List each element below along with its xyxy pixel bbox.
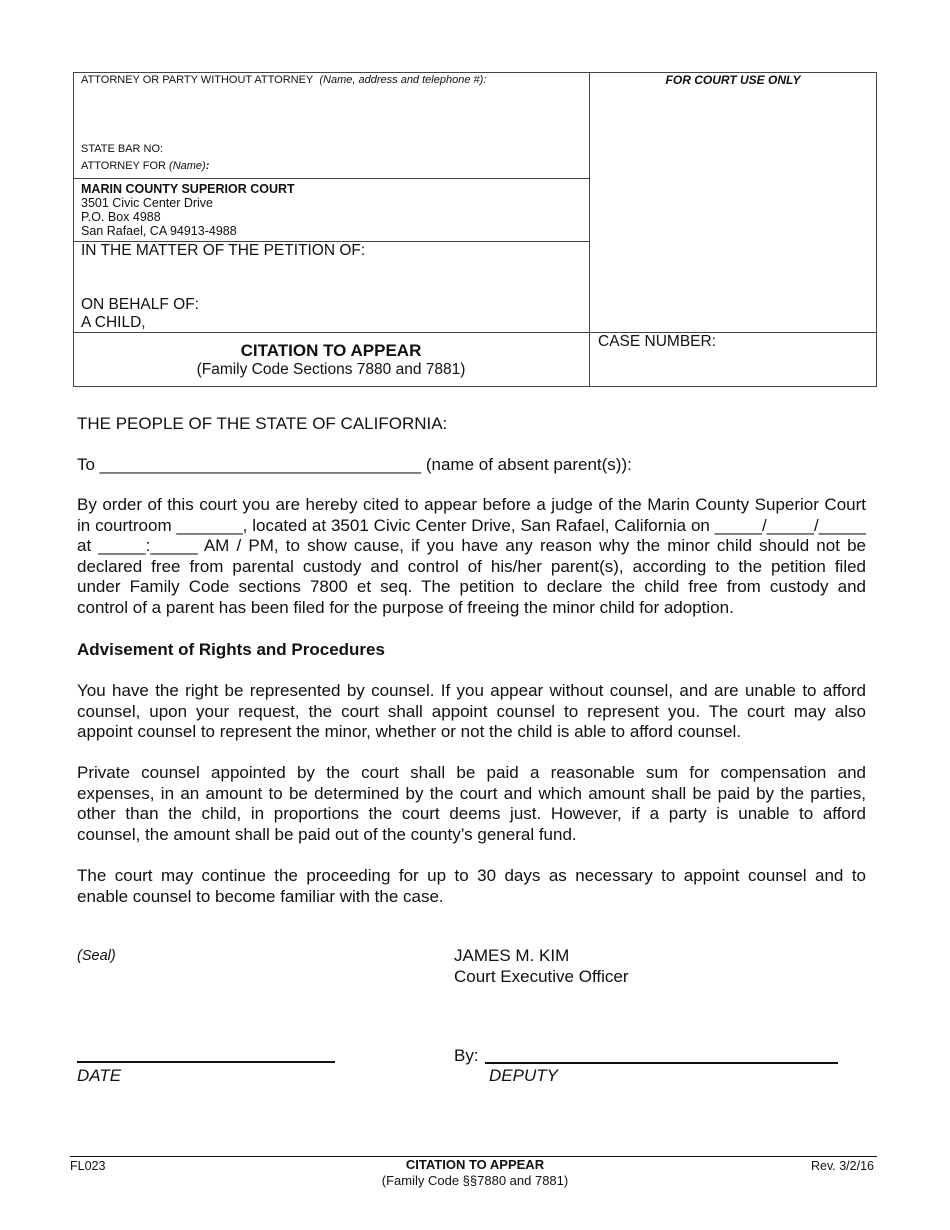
form-title: CITATION TO APPEAR	[240, 341, 422, 360]
counsel-line-2: expenses, in an amount to be determined by the court and which amount shall be paid by the parties,	[77, 783, 866, 803]
counsel-line-3: other than the child, in proportions the court deems just. However, if a party is unable to afford	[77, 804, 866, 824]
seal-label: (Seal)	[77, 948, 116, 964]
order-line-6: control of a parent has been filed for the purpose of freeing the minor child for adoption.	[77, 597, 734, 617]
attorney-label: ATTORNEY OR PARTY WITHOUT ATTORNEY	[81, 74, 314, 86]
court-use-label: FOR COURT USE ONLY	[665, 73, 801, 87]
caption-divider-1	[73, 178, 589, 179]
attorney-hint: (Name, address and telephone #):	[319, 74, 487, 86]
continuance-line-2: enable counsel to become familiar with the case.	[77, 886, 444, 906]
order-line-3: at _____:_____ AM / PM, to show cause, if you have any reason why the minor child should not be	[77, 536, 866, 556]
deputy-label: DEPUTY	[489, 1066, 558, 1085]
order-paragraph	[77, 495, 866, 619]
state-bar-label: STATE BAR NO:	[81, 143, 164, 155]
footer-subtitle: (Family Code §§7880 and 7881)	[381, 1173, 569, 1188]
case-number-label: CASE NUMBER:	[598, 333, 716, 350]
order-line-2: in courtroom _______, located at 3501 Civic Center Drive, San Rafael, California on _____/_____/_____	[77, 515, 866, 535]
form-subtitle: (Family Code Sections 7880 and 7881)	[196, 361, 466, 378]
child-label: A CHILD,	[81, 314, 146, 331]
people-heading: THE PEOPLE OF THE STATE OF CALIFORNIA:	[77, 414, 448, 433]
attorney-for-text: ATTORNEY FOR	[81, 160, 166, 172]
continuance-paragraph	[77, 866, 866, 907]
order-line-1: By order of this court you are hereby cited to appear before a judge of the Marin County Superior Court	[77, 495, 866, 514]
counsel-line-1: Private counsel appointed by the court shall be paid a reasonable sum for compensation and	[77, 763, 866, 782]
footer-title: CITATION TO APPEAR	[405, 1157, 545, 1172]
caption-divider-vertical	[589, 72, 590, 387]
revision-date: Rev. 3/2/16	[810, 1159, 874, 1173]
rights-line-2: counsel, upon your request, the court shall appoint counsel to represent you. The court may also	[77, 701, 866, 721]
court-address-line-3: San Rafael, CA 94913-4988	[81, 224, 237, 238]
caption-divider-3	[73, 332, 877, 333]
form-id: FL023	[70, 1159, 106, 1173]
officer-title: Court Executive Officer	[454, 967, 629, 986]
court-name: MARIN COUNTY SUPERIOR COURT	[81, 182, 295, 196]
counsel-paragraph	[77, 763, 866, 845]
attorney-field-label	[81, 74, 486, 87]
order-line-5: under Family Code sections 7800 et seq. The petition to declare the child free from custody and	[77, 577, 866, 597]
deputy-signature-line[interactable]	[485, 1062, 838, 1064]
advisement-heading: Advisement of Rights and Procedures	[77, 640, 385, 659]
continuance-line-1: The court may continue the proceeding for up to 30 days as necessary to appoint counsel and to	[77, 866, 866, 885]
rights-paragraph	[77, 681, 866, 743]
officer-name: JAMES M. KIM	[454, 946, 570, 965]
court-address-line-2: P.O. Box 4988	[81, 210, 161, 224]
attorney-for-label: ATTORNEY FOR (Name):	[81, 160, 210, 172]
to-line: To __________________________________ (name of absent parent(s)):	[77, 455, 632, 474]
rights-line-3: appoint counsel to represent the minor, whether or not the child is able to afford counsel.	[77, 722, 742, 742]
date-signature-line[interactable]	[77, 1061, 335, 1063]
by-label: By:	[454, 1046, 479, 1065]
attorney-for-hint: (Name)	[169, 160, 206, 172]
counsel-line-4: counsel, the amount shall be paid out of the county’s general fund.	[77, 824, 577, 844]
matter-label: IN THE MATTER OF THE PETITION OF:	[81, 242, 366, 259]
behalf-label: ON BEHALF OF:	[81, 296, 199, 313]
court-address-line-1: 3501 Civic Center Drive	[81, 196, 213, 210]
order-line-4: declared free from parental custody and control of his/her parent(s), according to the petition filed	[77, 556, 866, 576]
rights-line-1: You have the right be represented by counsel. If you appear without counsel, and are unable to afford	[77, 681, 866, 700]
date-label: DATE	[77, 1066, 122, 1085]
